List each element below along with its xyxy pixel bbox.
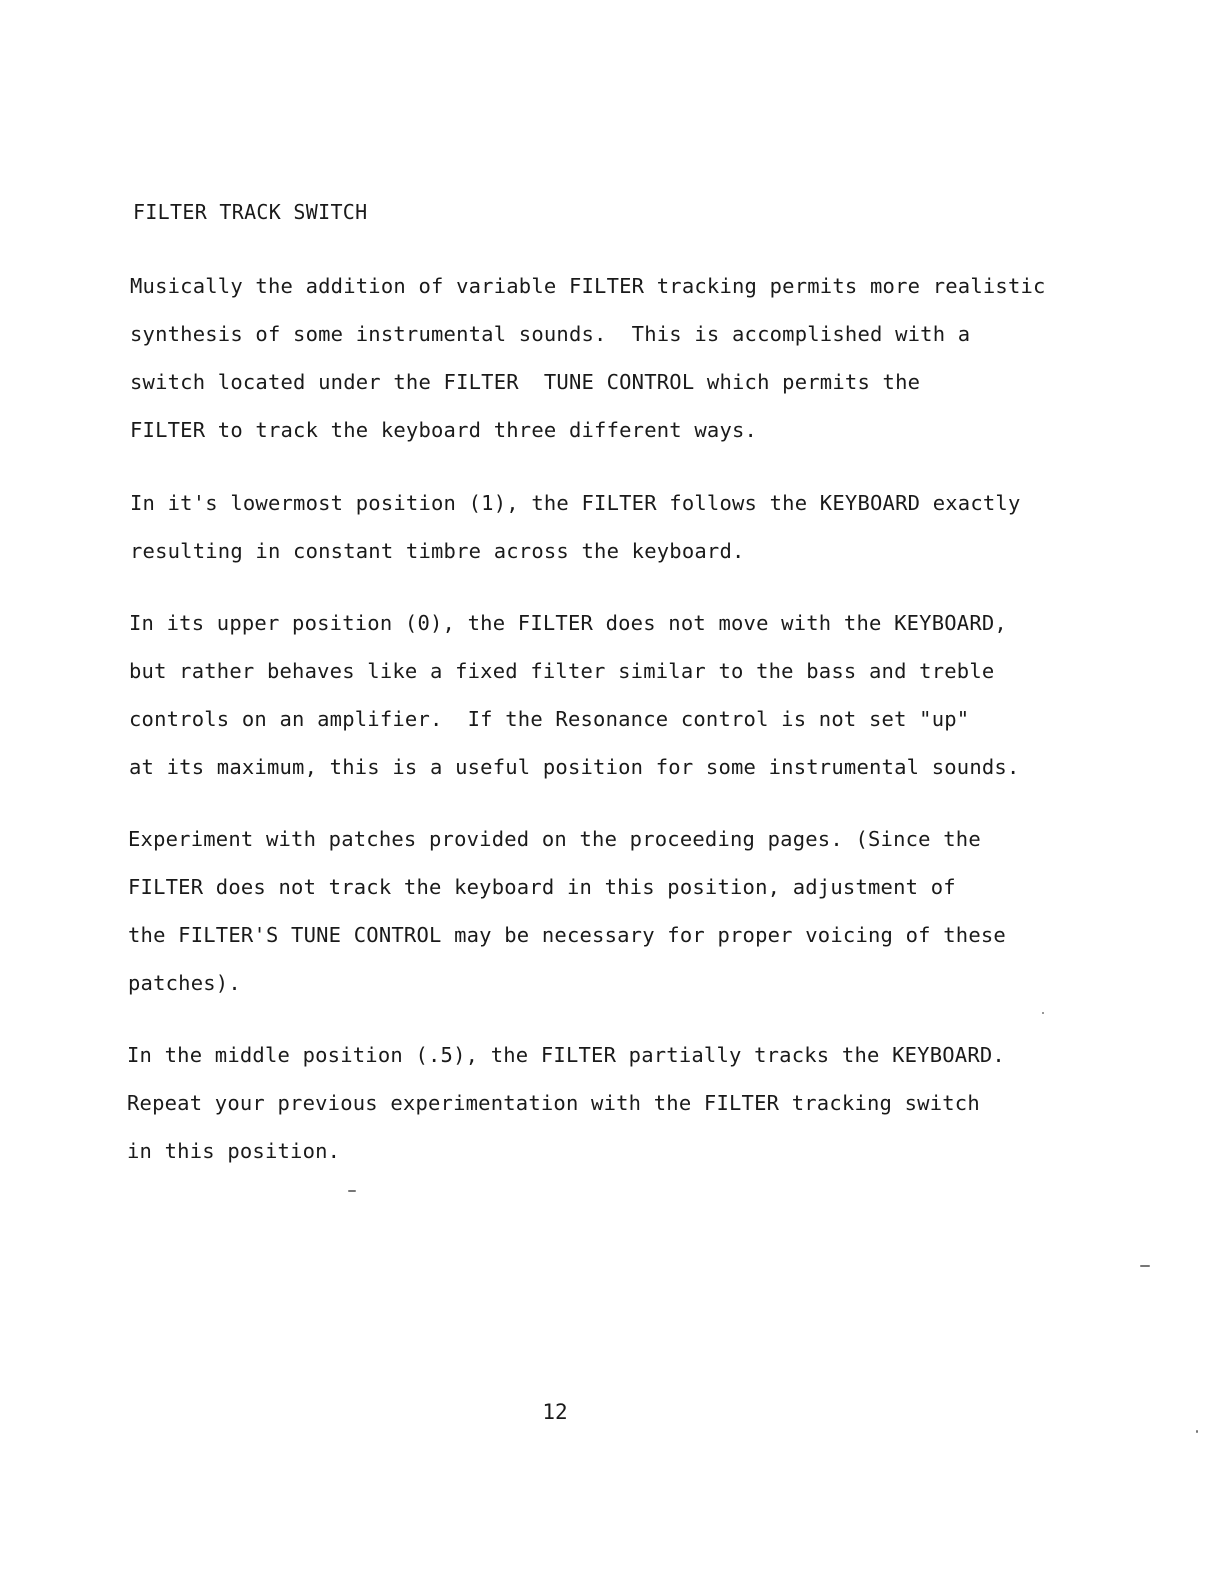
- text-line: In it's lowermost position (1), the FILTER follows the KEYBOARD exactly: [130, 491, 1021, 515]
- text-line: In the middle position (.5), the FILTER partially tracks the KEYBOARD.: [127, 1043, 1005, 1067]
- text-line: resulting in constant timbre across the keyboard.: [130, 539, 745, 563]
- text-line: but rather behaves like a fixed filter similar to the bass and treble: [129, 659, 995, 683]
- paragraph-experiment: [128, 815, 1128, 1007]
- paragraph-lowermost-position: [130, 479, 1130, 575]
- paragraph-filter-tracking-intro: [130, 262, 1130, 454]
- text-line: controls on an amplifier. If the Resonance control is not set "up": [129, 707, 970, 731]
- text-line: in this position.: [127, 1139, 341, 1163]
- text-line: synthesis of some instrumental sounds. This is accomplished with a: [130, 322, 971, 346]
- scan-speck: [348, 1190, 356, 1192]
- text-line: the FILTER'S TUNE CONTROL may be necessary for proper voicing of these: [128, 923, 1006, 947]
- text-line: Repeat your previous experimentation with the FILTER tracking switch: [127, 1091, 980, 1115]
- text-line: FILTER does not track the keyboard in this position, adjustment of: [128, 875, 956, 899]
- text-line: at its maximum, this is a useful position for some instrumental sounds.: [129, 755, 1020, 779]
- text-line: In its upper position (0), the FILTER does not move with the KEYBOARD,: [129, 611, 1007, 635]
- page-number: 12: [542, 1400, 568, 1424]
- text-line: Experiment with patches provided on the proceeding pages. (Since the: [128, 827, 981, 851]
- text-line: Musically the addition of variable FILTER tracking permits more realistic: [130, 274, 1046, 298]
- paragraph-upper-position: [129, 599, 1129, 791]
- text-line: FILTER to track the keyboard three different ways.: [130, 418, 758, 442]
- section-heading: FILTER TRACK SWITCH: [133, 200, 368, 224]
- paragraph-middle-position: [127, 1031, 1127, 1175]
- text-line: switch located under the FILTER TUNE CONTROL which permits the: [130, 370, 921, 394]
- scan-speck: [1140, 1265, 1150, 1267]
- scan-speck: [1042, 1012, 1044, 1014]
- text-line: patches).: [128, 971, 241, 995]
- scan-speck: [1196, 1430, 1198, 1433]
